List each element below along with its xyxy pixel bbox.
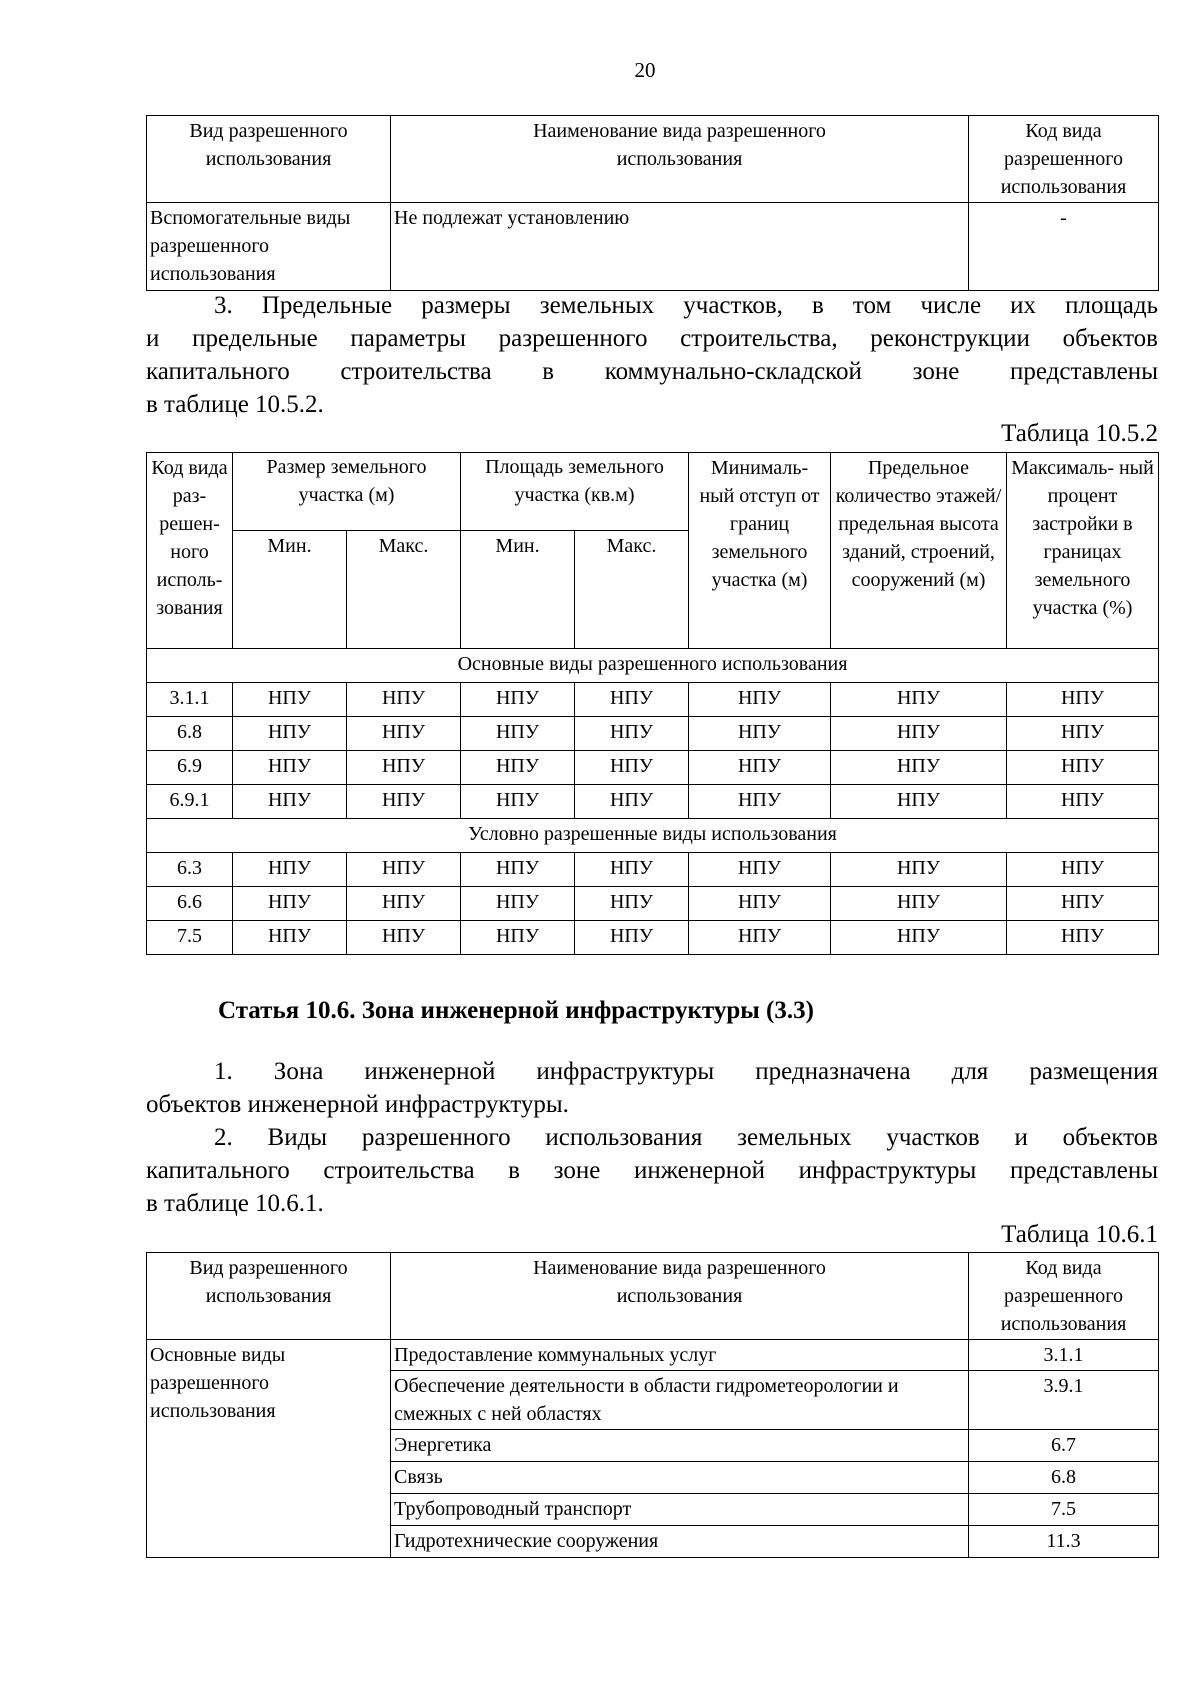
table-row [147,751,1159,785]
table-10-6-1-caption: Таблица 10.6.1 [1001,1221,1158,1248]
table1-header-code: Код вида разрешенного использования [969,116,1159,203]
table-cell-value: НПУ [233,683,347,717]
table2-header-setback: Минималь- ный отступ от границ земельного участка (м) [689,453,831,649]
table-cell-value: НПУ [1007,683,1159,717]
table-cell-value: НПУ [575,751,689,785]
article-p1-line-2: объектов инженерной инфраструктуры. [146,1091,569,1118]
table-cell-value: НПУ [575,853,689,887]
table-cell-value: НПУ [347,751,461,785]
table-cell-value: НПУ [1007,717,1159,751]
article-paragraph-2 [146,1121,1158,1220]
table-row [147,1340,1159,1371]
table-cell-value: НПУ [689,887,831,921]
table2-header-area-min: Мин. [461,531,575,649]
table-cell-value: НПУ [831,921,1007,955]
table-cell-value: НПУ [233,853,347,887]
paragraph-3 [146,289,1158,421]
table-10-5-2-caption: Таблица 10.5.2 [1001,420,1158,447]
paragraph-3-line-2: и предельные параметры разрешенного строительства, реконструкции объектов [146,325,1158,352]
table-10-5-2 [146,452,1159,955]
table3-row-name: Энергетика [391,1430,969,1462]
table-cell-value: НПУ [233,751,347,785]
table-cell-code: 3.1.1 [147,683,233,717]
article-p2-line-3: в таблице 10.6.1. [146,1190,324,1217]
table-cell-value: НПУ [689,853,831,887]
table-cell-code: 6.3 [147,853,233,887]
table-cell-value: НПУ [347,887,461,921]
table-10-6-1 [146,1252,1159,1558]
table-cell-code: 6.9 [147,751,233,785]
table2-header-floors: Предельное количество этажей/ предельная высота зданий, строений, сооружений (м) [831,453,1007,649]
table-cell-value: НПУ [347,717,461,751]
table-cell-value: НПУ [461,785,575,819]
table-cell-value: НПУ [347,921,461,955]
table-cell-value: НПУ [233,717,347,751]
table3-row-code: 7.5 [969,1494,1159,1526]
table3-group-label: Основные виды разрешенного использования [147,1340,391,1558]
table-cell-value: НПУ [347,785,461,819]
table-cell-value: НПУ [575,921,689,955]
table2-section-main: Основные виды разрешенного использования [147,649,1159,683]
paragraph-3-line-1: 3. Предельные размеры земельных участков, в том числе их площадь [214,292,1158,319]
table-cell-value: НПУ [461,751,575,785]
table3-row-name: Связь [391,1462,969,1494]
table-10-5-1-continuation [146,115,1159,291]
table-cell-value: НПУ [575,683,689,717]
table-row [147,683,1159,717]
article-p1-line-1: 1. Зона инженерной инфраструктуры предназначена для размещения [214,1058,1158,1085]
table-cell-value: НПУ [575,785,689,819]
table-cell-code: 7.5 [147,921,233,955]
table-cell-value: НПУ [831,887,1007,921]
table2-header-size-max: Макс. [347,531,461,649]
table-cell-value: НПУ [1007,751,1159,785]
table3-row-code: 6.7 [969,1430,1159,1462]
table3-row-code: 6.8 [969,1462,1159,1494]
table-cell-value: НПУ [831,717,1007,751]
table2-header-area: Площадь земельного участка (кв.м) [461,453,689,531]
table-cell-code: 6.6 [147,887,233,921]
table3-row-code: 11.3 [969,1526,1159,1558]
table3-row-name: Предоставление коммунальных услуг [391,1340,969,1371]
table2-header-size: Размер земельного участка (м) [233,453,461,531]
table-cell-code: 6.8 [147,717,233,751]
table-cell-value: НПУ [689,751,831,785]
table-row [147,853,1159,887]
table-cell-value: НПУ [233,887,347,921]
table1-row-name: Не подлежат установлению [391,203,969,291]
table-row [147,785,1159,819]
table-cell-value: НПУ [233,921,347,955]
table-cell-value: НПУ [461,887,575,921]
table-row [147,921,1159,955]
table3-row-code: 3.1.1 [969,1340,1159,1371]
table-cell-value: НПУ [831,751,1007,785]
table-cell-value: НПУ [831,785,1007,819]
table-cell-value: НПУ [689,683,831,717]
table-cell-value: НПУ [461,717,575,751]
table-cell-value: НПУ [461,921,575,955]
table2-header-code: Код вида раз- решен- ного исполь- зования [147,453,233,649]
table-cell-value: НПУ [1007,921,1159,955]
table2-header-percent: Максималь- ный процент застройки в границах земельного участка (%) [1007,453,1159,649]
table-cell-code: 6.9.1 [147,785,233,819]
table-row [147,887,1159,921]
table3-header-type: Вид разрешенного использования [147,1253,391,1340]
table-cell-value: НПУ [1007,887,1159,921]
table1-row-type: Вспомогательные виды разрешенного использования [147,203,391,291]
table2-header-size-min: Мин. [233,531,347,649]
paragraph-3-line-3: капитального строительства в коммунально-складской зоне представлены [146,358,1158,385]
table3-row-name: Гидротехнические сооружения [391,1526,969,1558]
table-cell-value: НПУ [689,717,831,751]
table-cell-value: НПУ [233,785,347,819]
paragraph-3-line-4: в таблице 10.5.2. [146,391,324,418]
table3-row-code: 3.9.1 [969,1371,1159,1430]
table-cell-value: НПУ [575,887,689,921]
table3-header-name: Наименование вида разрешенного использования [391,1253,969,1340]
table-cell-value: НПУ [347,853,461,887]
table-cell-value: НПУ [575,717,689,751]
table-cell-value: НПУ [461,853,575,887]
table1-header-name: Наименование вида разрешенного использования [391,116,969,203]
table1-header-type: Вид разрешенного использования [147,116,391,203]
table-cell-value: НПУ [347,683,461,717]
table3-header-code: Код вида разрешенного использования [969,1253,1159,1340]
table-cell-value: НПУ [1007,853,1159,887]
table2-section-conditional: Условно разрешенные виды использования [147,819,1159,853]
table3-row-name: Трубопроводный транспорт [391,1494,969,1526]
table-cell-value: НПУ [689,921,831,955]
article-heading: Статья 10.6. Зона инженерной инфраструктуры (3.3) [218,997,814,1024]
table-cell-value: НПУ [1007,785,1159,819]
table-row [147,717,1159,751]
article-paragraph-1 [146,1055,1158,1121]
table-cell-value: НПУ [831,683,1007,717]
article-p2-line-1: 2. Виды разрешенного использования земельных участков и объектов [214,1124,1158,1151]
table-cell-value: НПУ [689,785,831,819]
article-p2-line-2: капитального строительства в зоне инженерной инфраструктуры представлены [146,1157,1158,1184]
table-cell-value: НПУ [461,683,575,717]
table1-row-code: - [969,203,1159,291]
table2-header-area-max: Макс. [575,531,689,649]
table3-row-name: Обеспечение деятельности в области гидрометеорологии и смежных с ней областях [391,1371,969,1430]
page-number: 20 [634,58,656,82]
table-cell-value: НПУ [831,853,1007,887]
